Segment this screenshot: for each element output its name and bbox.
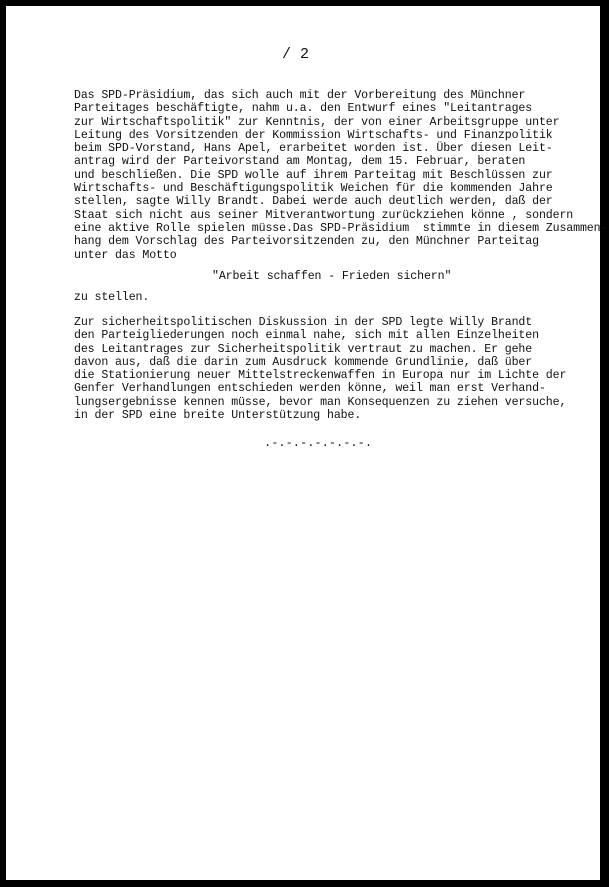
text-line: stellen, sagte Willy Brandt. Dabei werde auch deutlich werden, daß der <box>74 195 553 209</box>
text-line: Zur sicherheitspolitischen Diskussion in der SPD legte Willy Brandt <box>74 316 533 329</box>
text-line: hang dem Vorschlag des Parteivorsitzenden zu, den Münchner Parteitag <box>74 235 539 249</box>
motto-line: "Arbeit schaffen - Frieden sichern" <box>212 270 452 283</box>
text-line: in der SPD eine breite Unterstützung habe. <box>74 409 362 423</box>
text-line: beim SPD-Vorstand, Hans Apel, erarbeitet worden ist. Über diesen Leit- <box>74 142 553 156</box>
text-line: Genfer Verhandlungen entschieden werden könne, weil man erst Verhand- <box>74 382 546 396</box>
paragraph-zu-stellen: zu stellen. <box>74 291 150 304</box>
end-mark: .-.-.-.-.-.-.-. <box>264 436 373 450</box>
paragraph-presidium <box>74 89 608 262</box>
page-number: / 2 <box>282 46 310 63</box>
text-line: Das SPD-Präsidium, das sich auch mit der Vorbereitung des Münchner <box>74 89 526 102</box>
text-line: den Parteigliederungen noch einmal nahe, sich mit allen Einzelheiten <box>74 329 539 343</box>
text-line: des Leitantrages zur Sicherheitspolitik vertraut zu machen. Er gehe <box>74 342 533 356</box>
text-line: unter das Motto <box>74 248 177 262</box>
text-line: die Stationierung neuer Mittelstreckenwaffen in Europa nur im Lichte der <box>74 369 567 383</box>
text-line: Wirtschafts- und Beschäftigungspolitik Weichen für die kommenden Jahre <box>74 182 553 196</box>
text-line: Parteitages beschäftigte, nahm u.a. den Entwurf eines "Leitantrages <box>74 102 533 116</box>
text-line: eine aktive Rolle spielen müsse.Das SPD-Präsidium stimmte in diesem Zusammen- <box>74 221 608 235</box>
text-line: Leitung des Vorsitzenden der Kommission Wirtschafts- und Finanzpolitik <box>74 128 553 142</box>
text-line: und beschließen. Die SPD wolle auf ihrem Parteitag mit Beschlüssen zur <box>74 168 553 182</box>
text-line: Staat sich nicht aus seiner Mitverantwortung zurückziehen könne , sondern <box>74 208 574 222</box>
paragraph-security-policy <box>74 316 598 422</box>
document-page <box>6 6 608 880</box>
text-line: davon aus, daß die darin zum Ausdruck kommende Grundlinie, daß über <box>74 355 533 369</box>
text-line: lungsergebnisse kennen müsse, bevor man Konsequenzen zu ziehen versuche, <box>74 395 567 409</box>
text-line: zur Wirtschaftspolitik" zur Kenntnis, der von einer Arbeitsgruppe unter <box>74 115 560 129</box>
text-line: antrag wird der Parteivorstand am Montag, dem 15. Februar, beraten <box>74 155 526 169</box>
